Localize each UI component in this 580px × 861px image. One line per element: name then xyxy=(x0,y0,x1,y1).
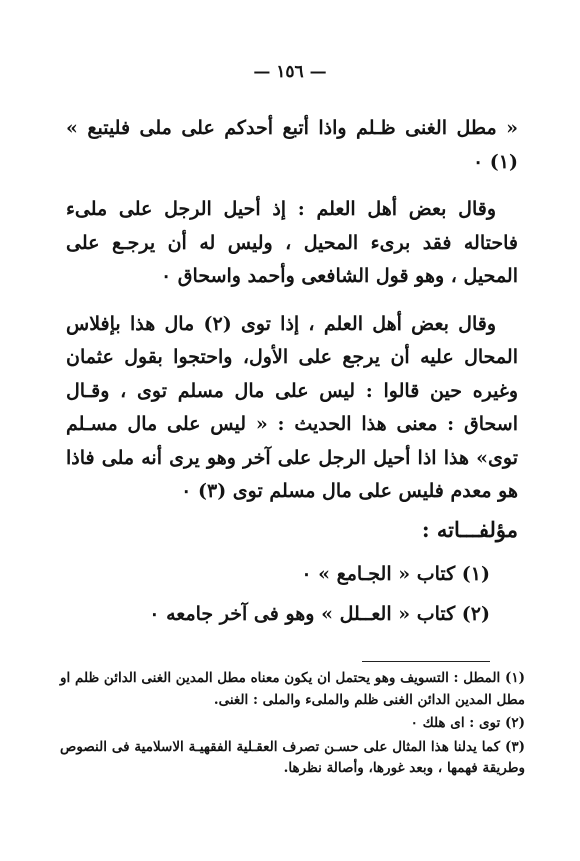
work-item-ilal: (٢) كتاب « العــلل » وهو فى آخر جامعه ٠ xyxy=(149,603,490,625)
scholars-opinion-paragraph: وقال بعض أهل العلم : إذ أحيل الرجل على ملىء فاحتاله فقد برىء المحيل ، وليس له أن يرجـع على المحيل ، وهو قول الشافعى وأحمد واسحاق ٠ xyxy=(66,198,518,287)
works-heading: مؤلفـــاته : xyxy=(421,516,518,542)
footnotes xyxy=(60,668,525,780)
main-text xyxy=(66,112,518,634)
hadith-quote-paragraph: « مطل الغنى ظـلم واذا أتبع أحدكم على ملى فليتبع » (١) ٠ xyxy=(66,117,518,173)
footnote-2: (٢) توى : اى هلك ٠ xyxy=(410,715,525,731)
footnote-divider xyxy=(362,661,490,662)
footnote-1: (١) المطل : التسويف وهو يحتمل ان يكون معناه مطل المدين الغنى الدائن ظلم او مطل المدين الدائن الغنى ظلم والملىء والملى : الغنى. xyxy=(60,670,525,708)
page-number: — ١٥٦ — xyxy=(253,62,327,82)
footnote-3: (٣) كما يدلنا هذا المثال على حسـن تصرف العقـلية الفقهيـة الاسلامية فى النصوص وطريقة فهمها ، وبعد غورها، وأصالة نظرها. xyxy=(60,738,525,776)
work-item-jami: (١) كتاب « الجـامع » ٠ xyxy=(301,563,490,585)
other-opinion-paragraph: وقال بعض أهل العلم ، إذا توى (٢) مال هذا بإفلاس المحال عليه أن يرجع على الأول، واحتجوا بقول عثمان وغيره حين قالوا : ليس على مال مسلم توى ، وقـال اسحاق : معنى هذا الحديث : « ليس على مال مسـلم توى» هذا اذا أحيل الرجل على آخر وهو يرى أنه ملى فاذا هو معدم فليس على مال مسلم توى (٣) ٠ xyxy=(66,312,518,502)
